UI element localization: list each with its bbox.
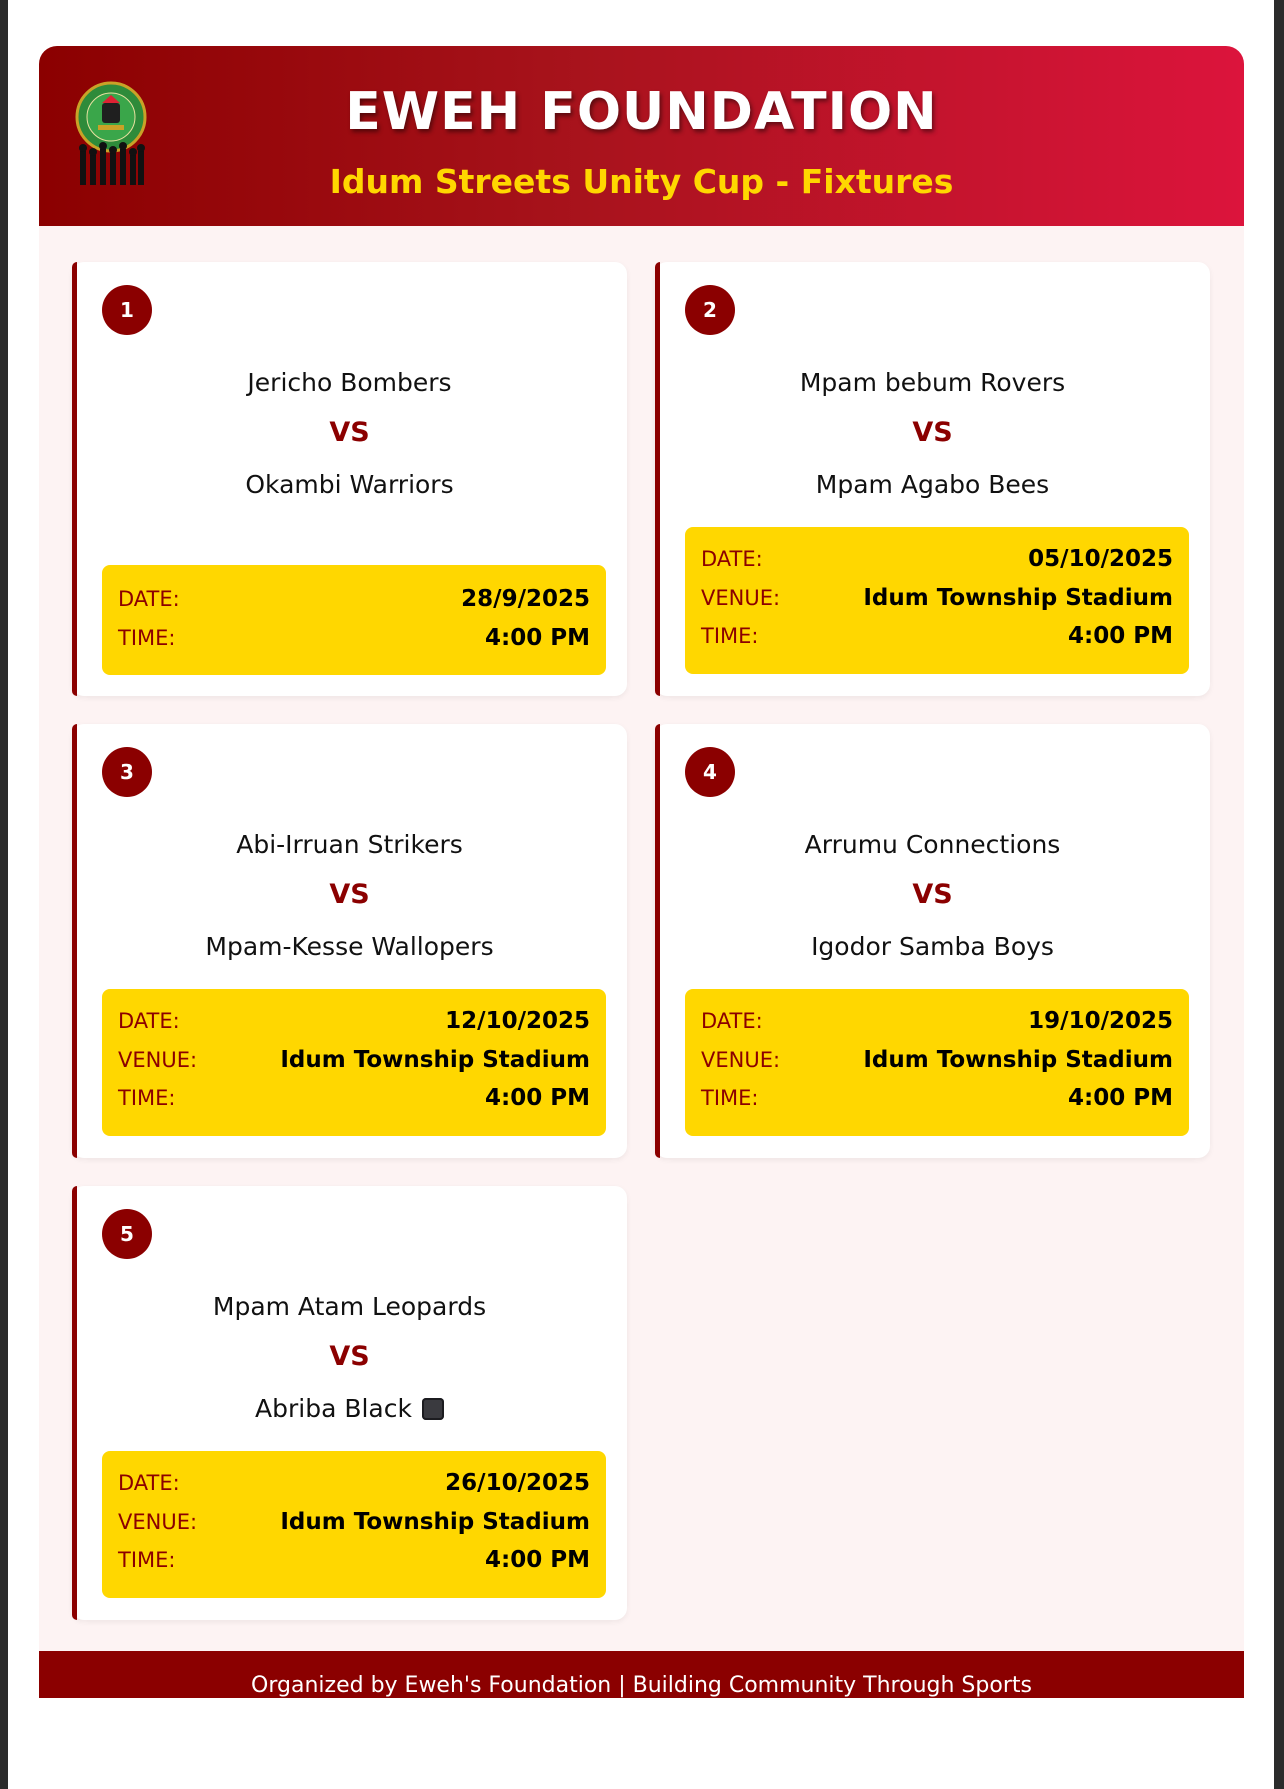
fixtures-document bbox=[39, 46, 1244, 1698]
date-label: DATE: bbox=[701, 547, 763, 571]
vs-label: VS bbox=[912, 879, 953, 910]
date-label: DATE: bbox=[118, 1009, 180, 1033]
fixture-card-1 bbox=[72, 262, 627, 696]
home-team: Abi-Irruan Strikers bbox=[236, 830, 463, 859]
fixture-number-badge: 1 bbox=[102, 285, 152, 335]
fixture-info-box bbox=[102, 1451, 606, 1598]
time-value: 4:00 PM bbox=[1068, 1085, 1173, 1111]
time-row bbox=[701, 1083, 1173, 1113]
date-value: 12/10/2025 bbox=[445, 1008, 590, 1034]
header-banner bbox=[39, 46, 1244, 226]
away-team-wrapper bbox=[72, 1394, 627, 1423]
fixture-number-badge: 5 bbox=[102, 1209, 152, 1259]
venue-value: Idum Township Stadium bbox=[280, 1509, 590, 1535]
viewer-left-edge bbox=[0, 0, 8, 1789]
date-label: DATE: bbox=[118, 587, 180, 611]
time-row bbox=[118, 1083, 590, 1113]
date-row bbox=[701, 544, 1173, 574]
fixture-card-4 bbox=[655, 724, 1210, 1158]
vs-label: VS bbox=[912, 417, 953, 448]
fixture-info-box bbox=[102, 989, 606, 1136]
vs-label: VS bbox=[329, 879, 370, 910]
venue-value: Idum Township Stadium bbox=[280, 1047, 590, 1073]
home-team: Mpam bebum Rovers bbox=[799, 368, 1066, 397]
fixture-card-5 bbox=[72, 1186, 627, 1620]
time-row bbox=[701, 621, 1173, 651]
venue-value: Idum Township Stadium bbox=[863, 585, 1173, 611]
venue-row bbox=[118, 1507, 590, 1537]
vs-label: VS bbox=[329, 417, 370, 448]
venue-row bbox=[701, 1045, 1173, 1075]
black-square-icon bbox=[422, 1398, 444, 1420]
date-label: DATE: bbox=[118, 1471, 180, 1495]
time-label: TIME: bbox=[118, 1548, 176, 1572]
date-value: 05/10/2025 bbox=[1028, 546, 1173, 572]
footer-text: Organized by Eweh's Foundation | Building Community Through Sports bbox=[251, 1673, 1032, 1698]
venue-value: Idum Township Stadium bbox=[863, 1047, 1173, 1073]
vs-label: VS bbox=[329, 1341, 370, 1372]
fixture-card-3 bbox=[72, 724, 627, 1158]
date-row bbox=[118, 1468, 590, 1498]
page-title: EWEH FOUNDATION bbox=[345, 82, 938, 142]
venue-label: VENUE: bbox=[118, 1048, 198, 1072]
date-value: 26/10/2025 bbox=[445, 1470, 590, 1496]
venue-row bbox=[701, 583, 1173, 613]
fixture-info-box bbox=[102, 565, 606, 675]
document-page bbox=[8, 0, 1274, 1789]
footer-banner bbox=[39, 1651, 1244, 1698]
time-label: TIME: bbox=[701, 624, 759, 648]
fixture-info-box bbox=[685, 527, 1189, 674]
fixture-card-2 bbox=[655, 262, 1210, 696]
time-value: 4:00 PM bbox=[485, 1547, 590, 1573]
away-team: Okambi Warriors bbox=[245, 470, 454, 499]
date-row bbox=[118, 1006, 590, 1036]
fixture-number-badge: 3 bbox=[102, 747, 152, 797]
date-label: DATE: bbox=[701, 1009, 763, 1033]
page-subtitle: Idum Streets Unity Cup - Fixtures bbox=[329, 162, 954, 201]
date-row bbox=[118, 584, 590, 614]
home-team: Arrumu Connections bbox=[804, 830, 1061, 859]
venue-label: VENUE: bbox=[701, 586, 781, 610]
away-team: Mpam-Kesse Wallopers bbox=[205, 932, 494, 961]
home-team: Jericho Bombers bbox=[247, 368, 452, 397]
home-team: Mpam Atam Leopards bbox=[212, 1292, 487, 1321]
time-label: TIME: bbox=[118, 626, 176, 650]
time-value: 4:00 PM bbox=[1068, 623, 1173, 649]
fixture-number-badge: 4 bbox=[685, 747, 735, 797]
time-value: 4:00 PM bbox=[485, 1085, 590, 1111]
away-team: Mpam Agabo Bees bbox=[815, 470, 1050, 499]
time-row bbox=[118, 623, 590, 653]
date-row bbox=[701, 1006, 1173, 1036]
time-label: TIME: bbox=[701, 1086, 759, 1110]
time-row bbox=[118, 1545, 590, 1575]
away-team: Igodor Samba Boys bbox=[811, 932, 1054, 961]
away-team: Abriba Black bbox=[255, 1394, 412, 1423]
venue-label: VENUE: bbox=[701, 1048, 781, 1072]
venue-label: VENUE: bbox=[118, 1510, 198, 1534]
venue-row bbox=[118, 1045, 590, 1075]
viewer-right-edge bbox=[1274, 0, 1284, 1789]
fixture-number-badge: 2 bbox=[685, 285, 735, 335]
date-value: 28/9/2025 bbox=[461, 586, 590, 612]
date-value: 19/10/2025 bbox=[1028, 1008, 1173, 1034]
time-value: 4:00 PM bbox=[485, 625, 590, 651]
time-label: TIME: bbox=[118, 1086, 176, 1110]
fixture-info-box bbox=[685, 989, 1189, 1136]
